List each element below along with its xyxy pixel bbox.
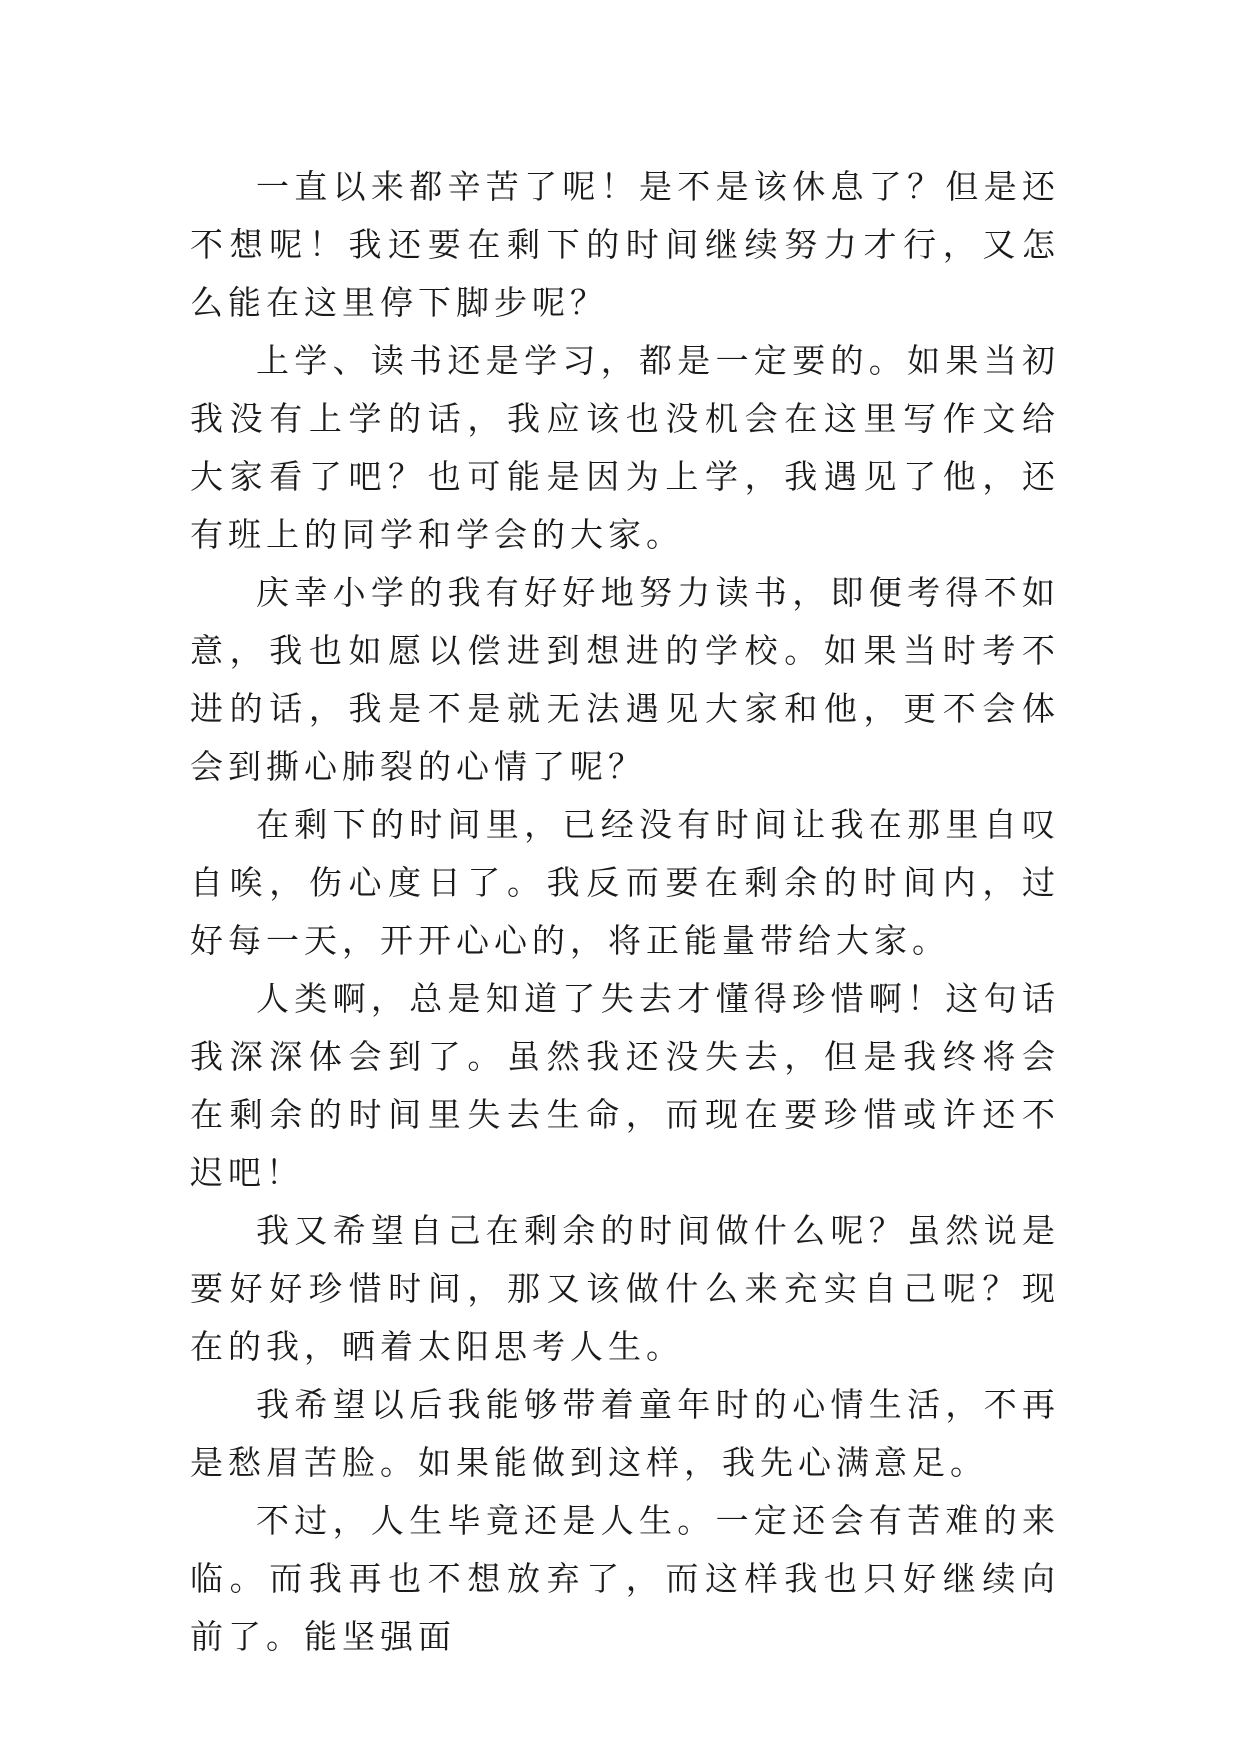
paragraph: 不过，人生毕竟还是人生。一定还会有苦难的来临。而我再也不想放弃了，而这样我也只好继续向前了。能坚强面: [190, 1501, 1060, 1656]
paragraph: 我希望以后我能够带着童年时的心情生活，不再是愁眉苦脸。如果能做到这样，我先心满意足。: [190, 1385, 1060, 1482]
paragraph: 上学、读书还是学习，都是一定要的。如果当初我没有上学的话，我应该也没机会在这里写作文给大家看了吧？也可能是因为上学，我遇见了他，还有班上的同学和学会的大家。: [190, 341, 1060, 554]
paragraph: 在剩下的时间里，已经没有时间让我在那里自叹自唉，伤心度日了。我反而要在剩余的时间内，过好每一天，开开心心的，将正能量带给大家。: [190, 805, 1060, 960]
paragraph: 一直以来都辛苦了呢！是不是该休息了？但是还不想呢！我还要在剩下的时间继续努力才行，又怎么能在这里停下脚步呢？: [190, 167, 1060, 322]
paragraph: 人类啊，总是知道了失去才懂得珍惜啊！这句话我深深体会到了。虽然我还没失去，但是我终将会在剩余的时间里失去生命，而现在要珍惜或许还不迟吧！: [190, 979, 1060, 1192]
paragraph: 我又希望自己在剩余的时间做什么呢？虽然说是要好好珍惜时间，那又该做什么来充实自己呢？现在的我，晒着太阳思考人生。: [190, 1211, 1060, 1366]
paragraph: 庆幸小学的我有好好地努力读书，即便考得不如意，我也如愿以偿进到想进的学校。如果当时考不进的话，我是不是就无法遇见大家和他，更不会体会到撕心肺裂的心情了呢？: [190, 573, 1060, 786]
document-body: [190, 158, 1060, 1666]
